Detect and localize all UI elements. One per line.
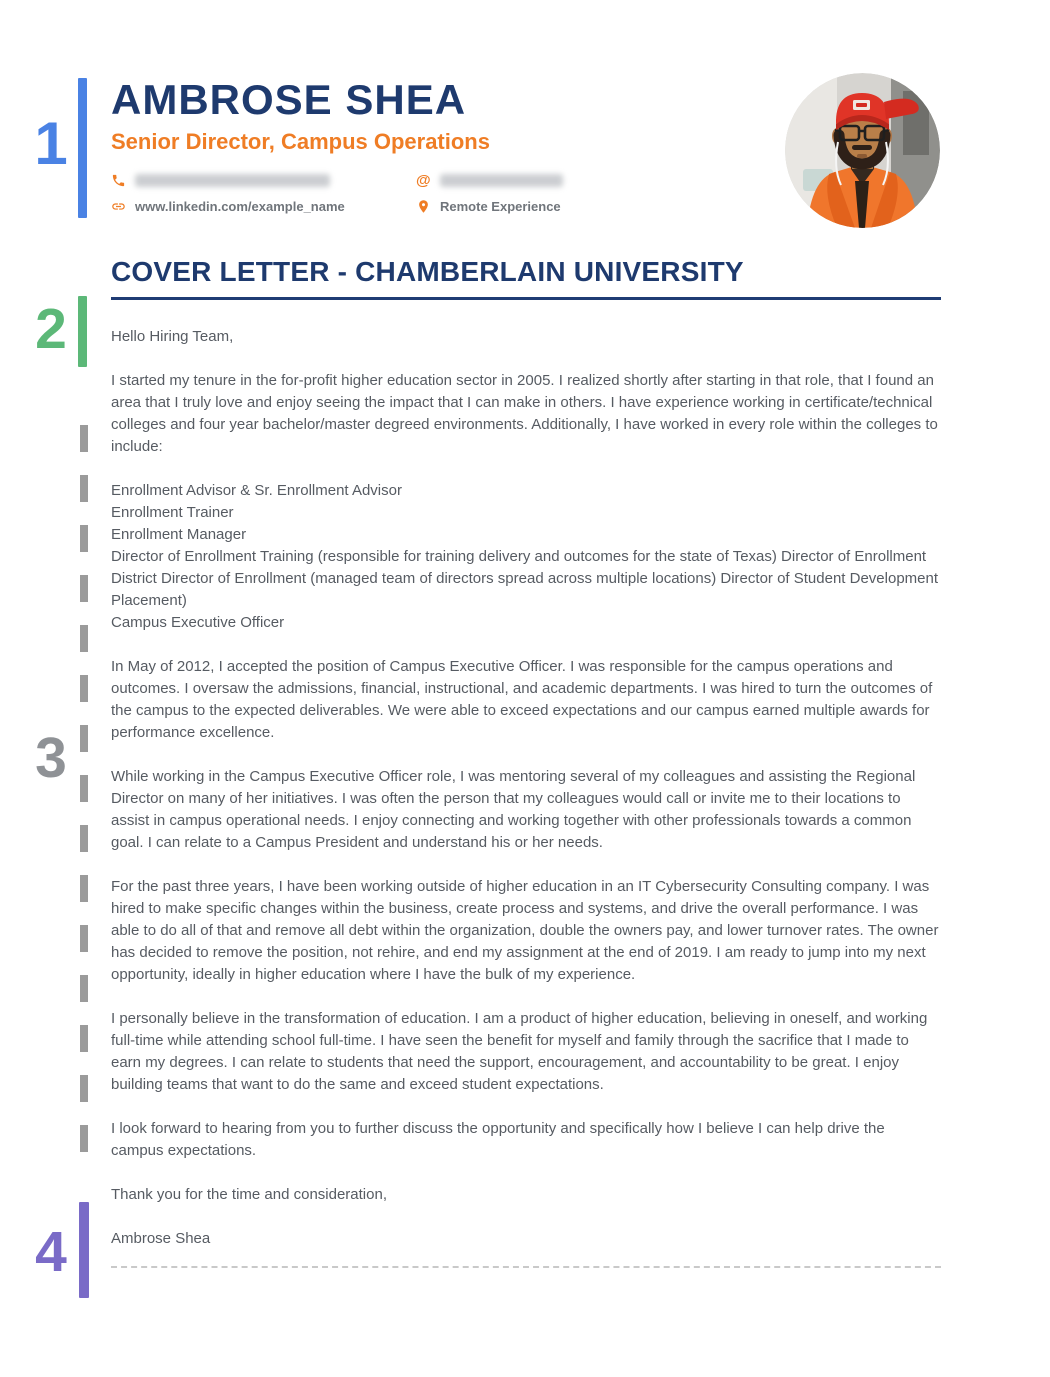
linkedin-url[interactable]: www.linkedin.com/example_name: [135, 199, 345, 214]
dashed-rail: [80, 425, 88, 1155]
paragraph-cybersecurity: For the past three years, I have been working outside of higher education in an IT Cybersecurity Consulting company. I was hired to make specific changes within the business, create process and systems, and drive the overall performance. I was able to do all of that and remove all debt within the organization, double the owners pay, and lower turnover rates. The owner has decided to remove the position, not rehire, and end my assignment at the end of 2019. I am ready to jump into my next opportunity, ideally in higher education where I have the bulk of my experience.: [111, 878, 939, 983]
step-marker-1: 1: [34, 110, 68, 177]
step-marker-2: 2: [35, 297, 67, 361]
role-item: Enrollment Advisor & Sr. Enrollment Advisor: [111, 482, 402, 499]
roles-list: [111, 480, 941, 634]
paragraph-intro: I started my tenure in the for-profit higher education sector in 2005. I realized shortly after starting in that role, that I found an area that I truly love and enjoy seeing the impact that I can make in others. I have experience working in certificate/technical colleges and four year bachelor/master degreed environments. Additionally, I have worked in every role within the colleges to include:: [111, 372, 938, 455]
closing-line: Thank you for the time and consideration,: [111, 1186, 387, 1203]
paragraph-beliefs: I personally believe in the transformation of education. I am a product of higher education, believing in oneself, and working full-time while attending school full-time. I have seen the benefit for myself and family through the sacrifice that I made to earn my degrees. I can relate to students that need the support, encouragement, and accountability to be great. I enjoy building teams that want to do the same and exceed student expectations.: [111, 1010, 928, 1093]
role-item: Director of Enrollment Training (responsible for training delivery and outcomes for the state of Texas) Director of Enrollment: [111, 548, 927, 565]
paragraph-mentoring: While working in the Campus Executive Officer role, I was mentoring several of my colleagues and assisting the Regional Director on many of her initiatives. I was often the person that my colleagues would call or invite me to their locations to assist in campus operational needs. I enjoy connecting and working together with other professionals towards a common goal. I can relate to a Campus President and understand his or her needs.: [111, 768, 916, 851]
at-sign-icon: @: [416, 172, 431, 189]
role-item: District Director of Enrollment (managed team of directors spread across multiple locations) Director of Student Development Placement): [111, 570, 939, 609]
email-address-redacted: [440, 174, 563, 187]
step-bar-1: [78, 78, 87, 218]
phone-number-redacted: [135, 174, 330, 187]
step-bar-4: [79, 1202, 89, 1298]
candidate-job-title: Senior Director, Campus Operations: [111, 129, 490, 154]
link-icon: [111, 199, 126, 214]
profile-photo-illustration: [785, 73, 940, 228]
step-bar-2: [78, 296, 87, 367]
role-item: Enrollment Trainer: [111, 504, 234, 521]
bottom-dashed-divider: [111, 1266, 941, 1268]
step-marker-4: 4: [35, 1220, 67, 1284]
step-marker-3: 3: [35, 726, 67, 790]
title-underline: [111, 297, 941, 300]
letter-body: [111, 256, 941, 1268]
location-text: Remote Experience: [440, 199, 561, 214]
letter-title: COVER LETTER - CHAMBERLAIN UNIVERSITY: [111, 256, 744, 287]
greeting: Hello Hiring Team,: [111, 328, 234, 345]
paragraph-look-forward: I look forward to hearing from you to further discuss the opportunity and specifically how I believe I can help drive the campus expectations.: [111, 1120, 885, 1159]
candidate-name: AMBROSE SHEA: [111, 76, 467, 123]
contact-phone: [111, 173, 330, 188]
signature-name: Ambrose Shea: [111, 1230, 211, 1247]
role-item: Campus Executive Officer: [111, 614, 285, 631]
role-item: Enrollment Manager: [111, 526, 247, 543]
paragraph-ceo-role: In May of 2012, I accepted the position of Campus Executive Officer. I was responsible for the campus operations and outcomes. I oversaw the admissions, financial, instructional, and academic departments. I was hired to turn the outcomes of the campus to the expected deliverables. We were able to exceed expectations and our campus earned multiple awards for performance excellence.: [111, 658, 933, 741]
profile-photo: [785, 73, 940, 228]
phone-icon: [111, 173, 126, 188]
contact-linkedin[interactable]: [111, 199, 345, 214]
contact-location: [416, 199, 561, 214]
contact-email: [416, 173, 563, 188]
location-pin-icon: [416, 199, 431, 214]
